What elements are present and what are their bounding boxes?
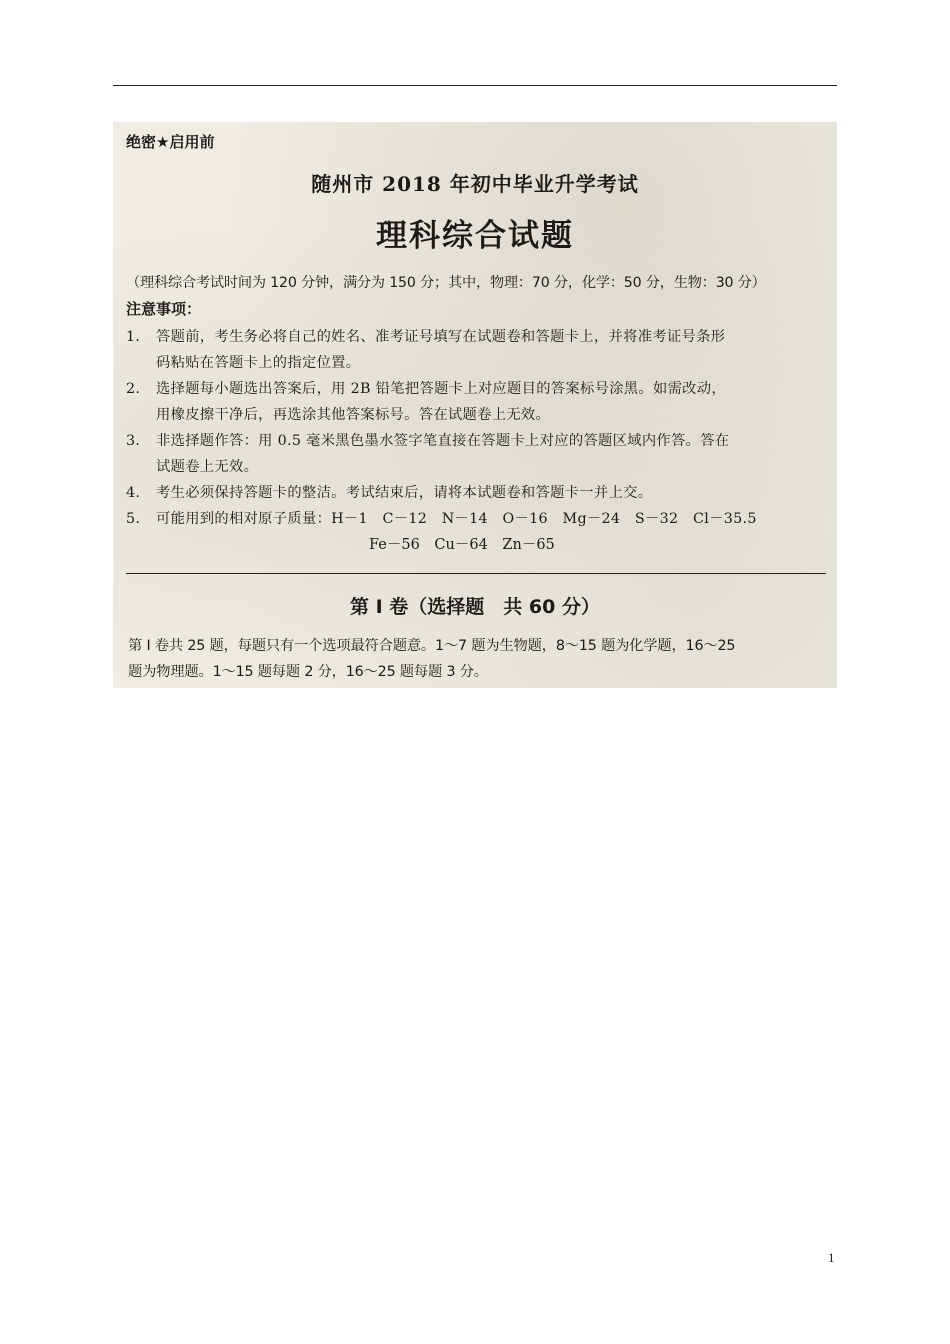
notice-item-text: 可能用到的相对原子质量：H－1 C－12 N－14 O－16 Mg－24 S－32 Cl－35.5 bbox=[156, 511, 757, 527]
notice-item-text: 考生必须保持答题卡的整洁。考试结束后，请将本试题卷和答题卡一并上交。 bbox=[156, 485, 653, 501]
notice-item-number: 1. bbox=[126, 329, 141, 345]
notice-item-4 bbox=[126, 482, 652, 502]
notice-item-text: 非选择题作答：用 0.5 毫米黑色墨水签字笔直接在答题卡上对应的答题区域内作答。答在 bbox=[156, 433, 730, 449]
notice-item-2 bbox=[126, 378, 726, 398]
notice-heading: 注意事项： bbox=[126, 300, 202, 318]
notice-item-3-cont: 试题卷上无效。 bbox=[156, 459, 259, 475]
notice-item-2-cont: 用橡皮擦干净后，再选涂其他答案标号。答在试题卷上无效。 bbox=[156, 407, 551, 423]
exam-name: 随州市 2018 年初中毕业升学考试 bbox=[311, 172, 639, 196]
notice-item-text: 答题前，考生务必将自己的姓名、准考证号填写在试题卷和答题卡上，并将准考证号条形 bbox=[156, 329, 726, 345]
notice-item-number: 3. bbox=[126, 433, 141, 449]
part1-heading: 第 I 卷（选择题 共 60 分） bbox=[350, 596, 600, 618]
section-divider bbox=[126, 573, 826, 574]
notice-item-1-cont: 码粘贴在答题卡上的指定位置。 bbox=[156, 355, 361, 371]
notice-item-number: 5. bbox=[126, 511, 141, 527]
header-rule bbox=[113, 85, 837, 86]
notice-item-number: 2. bbox=[126, 381, 141, 397]
notice-item-number: 4. bbox=[126, 485, 141, 501]
page-number: 1 bbox=[828, 1250, 835, 1265]
notice-item-5 bbox=[126, 508, 757, 528]
notice-item-text: 选择题每小题选出答案后，用 2B 铅笔把答题卡上对应题目的答案标号涂黑。如需改动， bbox=[156, 381, 726, 397]
atomic-masses-cont: Fe－56 Cu－64 Zn－65 bbox=[369, 537, 555, 553]
secret-label: 绝密★启用前 bbox=[126, 133, 215, 151]
part1-desc-line2: 题为物理题。1～15 题每题 2 分，16～25 题每题 3 分。 bbox=[128, 664, 488, 680]
duration-note: （理科综合考试时间为 120 分钟，满分为 150 分；其中，物理：70 分，化学：50 分，生物：30 分） bbox=[126, 275, 766, 291]
scanned-exam-header bbox=[113, 122, 837, 688]
notice-item-3 bbox=[126, 430, 729, 450]
subject-title: 理科综合试题 bbox=[376, 218, 574, 254]
notice-item-1 bbox=[126, 326, 725, 346]
part1-desc-line1: 第 I 卷共 25 题，每题只有一个选项最符合题意。1～7 题为生物题，8～15 题为化学题，16～25 bbox=[128, 638, 736, 654]
